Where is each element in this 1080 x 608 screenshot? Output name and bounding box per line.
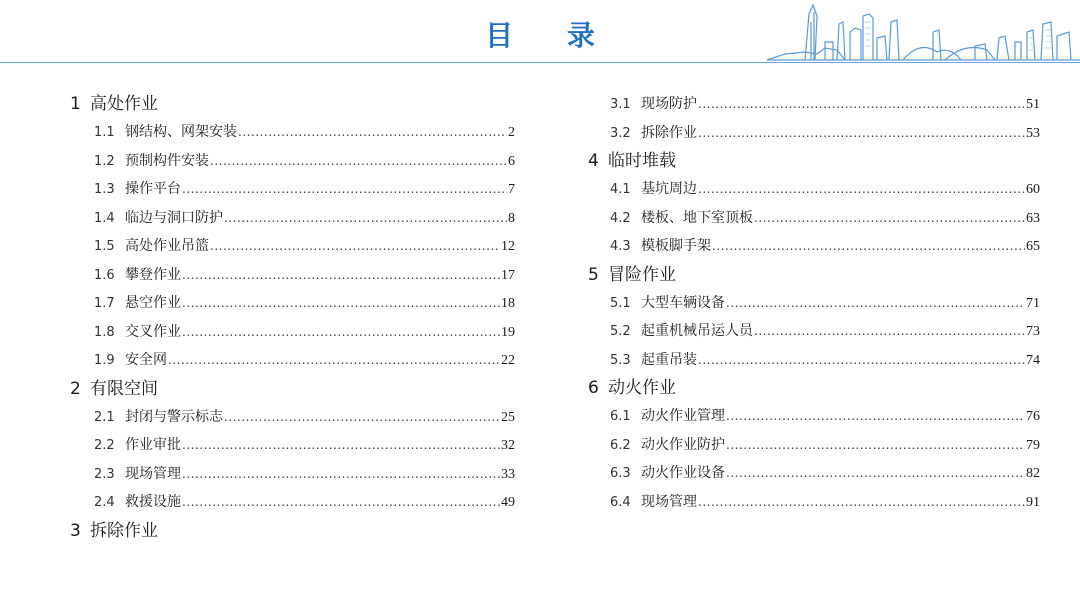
entry-title: 钢结构、网架安装 (125, 124, 237, 140)
page-number: 60 (1026, 182, 1040, 197)
page-number: 7 (508, 182, 515, 197)
dot-leader (210, 232, 500, 261)
dot-leader (224, 204, 507, 233)
entry-title: 救援设施 (125, 494, 181, 510)
toc-entry[interactable] (588, 204, 1040, 233)
entry-title: 交叉作业 (125, 323, 181, 340)
page-number: 2 (508, 125, 515, 140)
entry-title: 临边与洞口防护 (125, 209, 223, 226)
toc-entry[interactable] (70, 118, 515, 147)
toc-entry[interactable] (588, 346, 1040, 375)
entry-number: 2.3 (94, 466, 115, 482)
page-header (0, 0, 1080, 64)
section-number: 1 (70, 94, 81, 114)
entry-number: 4.2 (610, 210, 631, 226)
section-number: 5 (588, 264, 599, 285)
entry-number: 4.3 (610, 239, 631, 254)
page-number: 32 (501, 438, 515, 453)
entry-number: 3.1 (610, 97, 631, 112)
entry-title: 现场管理 (125, 465, 181, 482)
page-number: 33 (501, 466, 515, 482)
toc-entry[interactable] (588, 232, 1040, 261)
section-number: 4 (588, 151, 599, 171)
toc-entry[interactable] (588, 488, 1040, 517)
entry-title: 楼板、地下室顶板 (641, 209, 753, 226)
toc-entry[interactable] (588, 459, 1040, 488)
dot-leader (754, 204, 1025, 233)
entry-title: 安全网 (125, 352, 167, 368)
section-title: 有限空间 (90, 378, 158, 399)
page-number: 8 (508, 210, 515, 226)
toc-left-column (70, 90, 515, 545)
entry-number: 2.4 (94, 495, 115, 510)
entry-number: 2.2 (94, 438, 115, 453)
page-title: 目 录 (485, 19, 617, 52)
dot-leader (182, 175, 507, 204)
section-number: 2 (70, 378, 81, 399)
entry-number: 1.6 (94, 267, 115, 283)
toc-entry[interactable] (70, 175, 515, 204)
entry-number: 6.2 (610, 437, 631, 453)
entry-number: 4.1 (610, 182, 631, 197)
page-number: 6 (508, 153, 515, 169)
entry-number: 1.9 (94, 353, 115, 368)
entry-number: 5.3 (610, 352, 631, 368)
toc-section-heading[interactable] (70, 517, 515, 545)
toc-section-heading[interactable] (70, 90, 515, 118)
entry-number: 1.2 (94, 153, 115, 169)
page-number: 18 (501, 296, 515, 311)
dot-leader (238, 118, 507, 147)
entry-title: 封闭与警示标志 (125, 408, 223, 425)
entry-title: 现场管理 (641, 493, 697, 510)
toc-entry[interactable] (70, 232, 515, 261)
entry-number: 1.8 (94, 324, 115, 340)
entry-title: 预制构件安装 (125, 152, 209, 169)
page-number: 22 (501, 353, 515, 368)
toc-entry[interactable] (70, 403, 515, 432)
page-number: 79 (1026, 437, 1040, 453)
page-number: 73 (1026, 324, 1040, 339)
toc-section-heading[interactable] (588, 374, 1040, 402)
page-number: 49 (501, 495, 515, 510)
dot-leader (698, 346, 1025, 375)
entry-title: 悬空作业 (125, 295, 181, 311)
dot-leader (698, 175, 1025, 204)
dot-leader (726, 459, 1025, 488)
dot-leader (168, 346, 500, 375)
page-number: 71 (1026, 295, 1040, 311)
section-title: 拆除作业 (90, 520, 158, 541)
toc-right-column (588, 90, 1040, 516)
entry-number: 1.7 (94, 296, 115, 311)
toc-entry[interactable] (588, 90, 1040, 119)
toc-entry[interactable] (588, 431, 1040, 460)
entry-title: 起重吊装 (641, 351, 697, 368)
dot-leader (182, 289, 500, 318)
page-number: 19 (501, 324, 515, 340)
entry-title: 高处作业吊篮 (125, 238, 209, 254)
entry-title: 作业审批 (125, 437, 181, 453)
section-title: 冒险作业 (608, 264, 676, 285)
toc-entry[interactable] (70, 289, 515, 318)
toc-entry[interactable] (70, 431, 515, 460)
section-title: 高处作业 (90, 94, 158, 114)
toc-entry[interactable] (70, 488, 515, 517)
page-number: 82 (1026, 466, 1040, 481)
dot-leader (726, 402, 1025, 431)
page-number: 25 (501, 409, 515, 425)
page-number: 51 (1026, 97, 1040, 112)
entry-number: 1.5 (94, 239, 115, 254)
dot-leader (698, 488, 1025, 517)
toc-entry[interactable] (70, 318, 515, 347)
section-number: 3 (70, 520, 81, 541)
page-number: 74 (1026, 352, 1040, 368)
toc-entry[interactable] (70, 346, 515, 375)
entry-title: 模板脚手架 (641, 238, 711, 254)
section-title: 临时堆载 (608, 151, 676, 171)
entry-title: 动火作业管理 (641, 408, 725, 424)
dot-leader (698, 90, 1025, 119)
entry-number: 1.4 (94, 210, 115, 226)
entry-title: 动火作业设备 (641, 465, 725, 481)
header-divider (0, 62, 1080, 63)
dot-leader (182, 318, 500, 347)
city-skyline-illustration (765, 2, 1080, 64)
dot-leader (754, 317, 1025, 346)
page-number: 63 (1026, 210, 1040, 226)
entry-number: 5.1 (610, 295, 631, 311)
entry-number: 1.1 (94, 125, 115, 140)
page-number: 76 (1026, 409, 1040, 424)
dot-leader (182, 431, 500, 460)
toc-entry[interactable] (588, 317, 1040, 346)
dot-leader (210, 147, 507, 176)
toc-entry[interactable] (70, 204, 515, 233)
entry-number: 2.1 (94, 409, 115, 425)
page-number: 12 (501, 239, 515, 254)
toc-section-heading[interactable] (70, 375, 515, 403)
dot-leader (182, 460, 500, 489)
toc-entry[interactable] (70, 261, 515, 290)
toc-entry[interactable] (70, 460, 515, 489)
toc-entry[interactable] (588, 402, 1040, 431)
entry-title: 大型车辆设备 (641, 294, 725, 311)
entry-title: 动火作业防护 (641, 436, 725, 453)
dot-leader (182, 261, 500, 290)
entry-title: 现场防护 (641, 96, 697, 112)
toc-entry[interactable] (588, 119, 1040, 148)
page-number: 91 (1026, 494, 1040, 510)
section-number: 6 (588, 378, 599, 398)
dot-leader (224, 403, 500, 432)
page-number: 53 (1026, 125, 1040, 141)
toc-entry[interactable] (588, 289, 1040, 318)
dot-leader (698, 119, 1025, 148)
entry-title: 操作平台 (125, 181, 181, 197)
entry-title: 拆除作业 (641, 124, 697, 141)
entry-number: 3.2 (610, 125, 631, 141)
entry-number: 6.1 (610, 409, 631, 424)
toc-section-heading[interactable] (588, 261, 1040, 289)
entry-title: 起重机械吊运人员 (641, 323, 753, 339)
dot-leader (726, 431, 1025, 460)
dot-leader (726, 289, 1025, 318)
dot-leader (182, 488, 500, 517)
section-title: 动火作业 (608, 378, 676, 398)
entry-title: 基坑周边 (641, 181, 697, 197)
dot-leader (712, 232, 1025, 261)
entry-number: 6.4 (610, 494, 631, 510)
entry-number: 1.3 (94, 182, 115, 197)
page-number: 17 (501, 267, 515, 283)
entry-number: 5.2 (610, 324, 631, 339)
toc-entry[interactable] (588, 175, 1040, 204)
entry-title: 攀登作业 (125, 266, 181, 283)
entry-number: 6.3 (610, 466, 631, 481)
toc-section-heading[interactable] (588, 147, 1040, 175)
toc-entry[interactable] (70, 147, 515, 176)
page-number: 65 (1026, 239, 1040, 254)
